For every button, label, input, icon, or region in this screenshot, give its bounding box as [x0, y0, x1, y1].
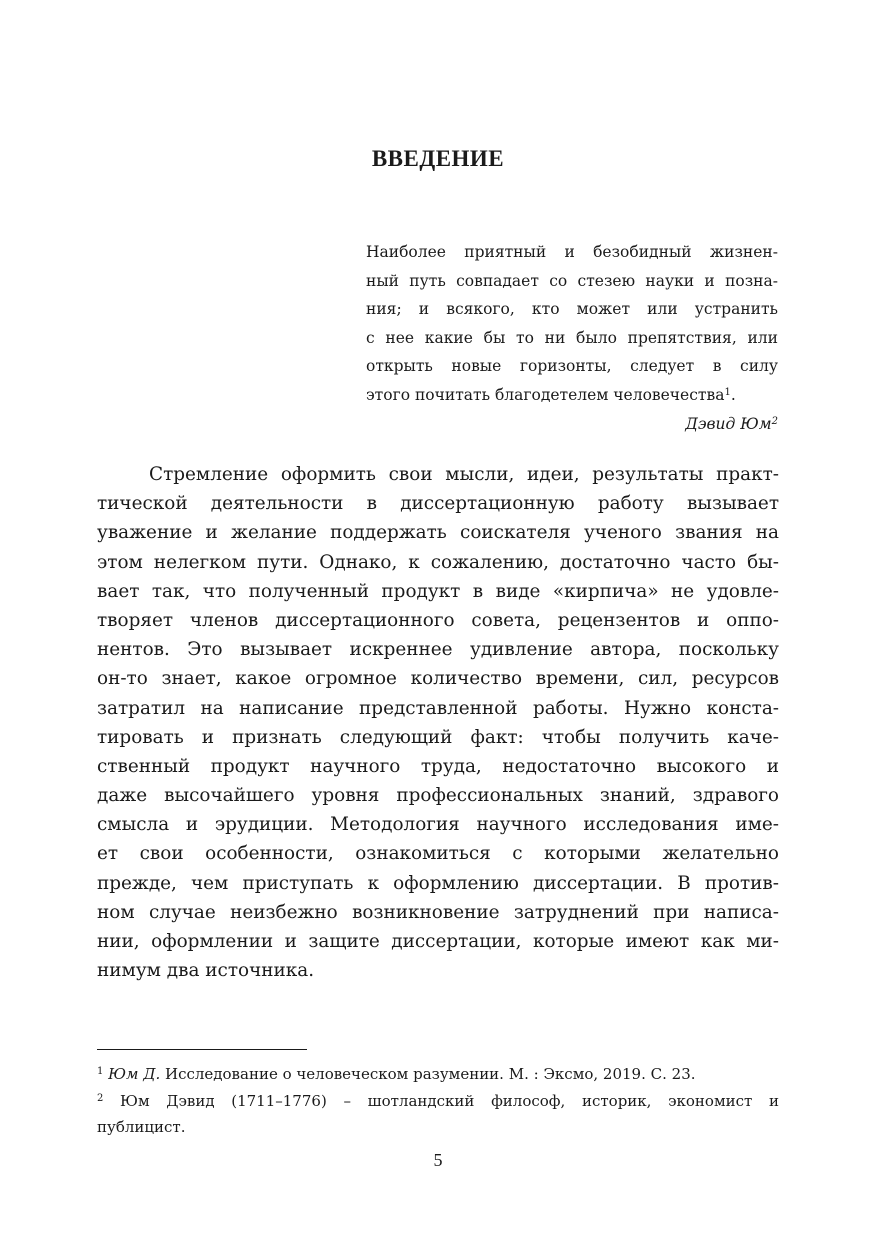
epigraph-end-punct: .	[730, 385, 736, 404]
epigraph-line: с нее какие бы то ни было препятствия, или	[366, 328, 778, 347]
body-line: тировать и признать следующий факт: чтобы получить каче-	[97, 726, 779, 748]
epigraph	[366, 238, 778, 438]
body-line: даже высочайшего уровня профессиональных знаний, здравого	[97, 785, 779, 807]
epigraph-line: ный путь совпадает со стезею науки и позна-	[366, 271, 778, 290]
body-line: ственный продукт научного труда, недостаточно высокого и	[97, 755, 779, 777]
body-line: нентов. Это вызывает искреннее удивление автора, поскольку	[97, 639, 779, 661]
epigraph-line-text: этого почитать благодетелем человечества	[366, 385, 725, 404]
body-line: этом нелегком пути. Однако, к сожалению, достаточно часто бы-	[97, 551, 779, 573]
footnote-marker: 2	[97, 1092, 104, 1104]
footnote-separator	[97, 1049, 307, 1050]
epigraph-line: ния; и всякого, кто может или устранить	[366, 300, 778, 319]
body-line: прежде, чем приступать к оформлению диссертации. В против-	[97, 872, 779, 894]
footnote-ref-2[interactable]: 2	[771, 415, 778, 427]
footnote-ref-1[interactable]: 1	[724, 386, 731, 398]
body-line: творяет членов диссертационного совета, рецензентов и оппо-	[97, 609, 779, 631]
body-line: ет свои особенности, ознакомиться с которыми желательно	[97, 843, 779, 865]
footnote-1	[97, 1061, 779, 1088]
body-line: он-то знает, какое огромное количество времени, сил, ресурсов	[97, 668, 779, 690]
footnote-2-continued: публицист.	[97, 1118, 186, 1136]
footnote-text: Юм Дэвид (1711–1776) – шотландский философ, историк, экономист и	[103, 1091, 779, 1110]
footnote-2	[97, 1088, 779, 1115]
body-line: уважение и желание поддержать соискателя ученого звания на	[97, 522, 779, 544]
footnote-marker: 1	[97, 1066, 104, 1077]
footnotes	[97, 1061, 779, 1141]
chapter-title: ВВЕДЕНИЕ	[371, 146, 505, 171]
body-paragraph	[97, 460, 779, 985]
body-line: нимум два источника.	[97, 960, 315, 982]
body-line: тической деятельности в диссертационную работу вызывает	[97, 493, 779, 515]
footnote-text: Исследование о человеческом разумении. М. : Эксмо, 2019. С. 23.	[160, 1065, 696, 1083]
epigraph-author-name: Дэвид Юм	[685, 414, 772, 433]
body-line: затратил на написание представленной работы. Нужно конста-	[97, 697, 779, 719]
body-line: вает так, что полученный продукт в виде «кирпича» не удовле-	[97, 580, 779, 602]
footnote-author: Юм Д.	[108, 1065, 161, 1083]
epigraph-line: Наиболее приятный и безобидный жизнен-	[366, 243, 778, 261]
body-line: ном случае неизбежно возникновение затруднений при написа-	[97, 901, 779, 923]
epigraph-last-line	[366, 381, 778, 410]
epigraph-line: открыть новые горизонты, следует в силу	[366, 357, 778, 376]
epigraph-author	[366, 410, 778, 439]
body-line: нии, оформлении и защите диссертации, которые имеют как ми-	[97, 931, 779, 952]
body-line: смысла и эрудиции. Методология научного исследования име-	[97, 814, 779, 836]
body-line: Стремление оформить свои мысли, идеи, результаты практ-	[149, 464, 779, 485]
page-number: 5	[433, 1150, 443, 1170]
